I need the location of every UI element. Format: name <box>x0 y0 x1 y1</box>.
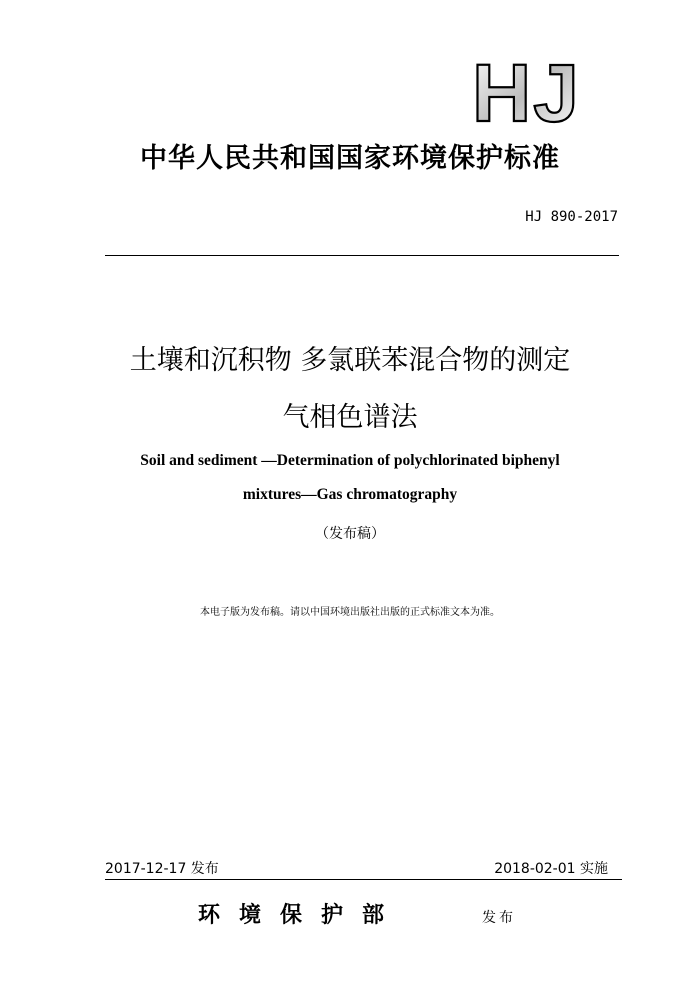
edition-note: 本电子版为发布稿。请以中国环境出版社出版的正式标准文本为准。 <box>200 607 500 618</box>
standard-number: HJ 890-2017 <box>525 209 618 225</box>
bottom-divider <box>105 879 622 880</box>
issuing-authority: 环境保护部 <box>198 902 404 928</box>
organization-name: 中华人民共和国国家环境保护标准 <box>140 143 560 174</box>
title-en-line1: Soil and sediment —Determination of polychlorinated biphenyl <box>140 452 560 469</box>
hj-logo <box>470 55 600 125</box>
title-zh-line1: 土壤和沉积物 多氯联苯混合物的测定 <box>129 345 571 376</box>
top-divider <box>105 255 619 256</box>
draft-label: （发布稿） <box>315 526 385 542</box>
issued-label: 发布 <box>482 910 516 926</box>
publish-date: 2017-12-17 发布 <box>105 861 219 877</box>
implement-date: 2018-02-01 实施 <box>494 861 608 877</box>
svg-text:HJ: HJ <box>472 55 581 125</box>
title-en-line2: mixtures—Gas chromatography <box>242 486 458 503</box>
title-zh-line2: 气相色谱法 <box>282 402 418 433</box>
